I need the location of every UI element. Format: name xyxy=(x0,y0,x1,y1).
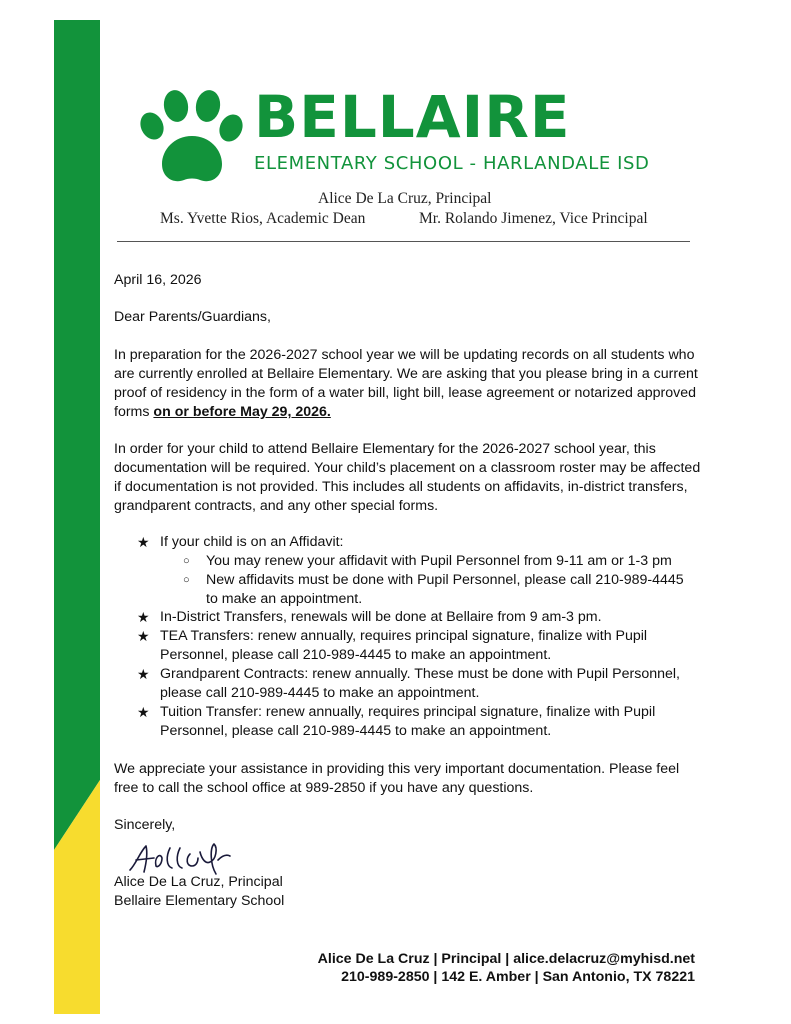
deadline-text: on or before May 29, 2026. xyxy=(153,404,331,420)
sub-bullet-text: New affidavits must be done with Pupil Personnel, please call 210-989-4445 to make an appointment. xyxy=(206,572,684,607)
principal-line: Alice De La Cruz, Principal xyxy=(318,190,492,207)
side-stripe xyxy=(54,20,100,1014)
footer-contact-line: Alice De La Cruz | Principal | alice.delacruz@myhisd.net xyxy=(317,951,695,967)
academic-dean-line: Ms. Yvette Rios, Academic Dean xyxy=(160,210,366,227)
bullet-text: In-District Transfers, renewals will be done at Bellaire from 9 am-3 pm. xyxy=(160,609,602,625)
bullet-text: TEA Transfers: renew annually, requires principal signature, finalize with Pupil Personnel, please call 210-989-4445 to make an appointment. xyxy=(160,628,648,663)
salutation: Dear Parents/Guardians, xyxy=(114,309,271,325)
header-divider xyxy=(117,241,690,242)
signer-school: Bellaire Elementary School xyxy=(114,893,285,909)
bullet-text: Grandparent Contracts: renew annually. These must be done with Pupil Personnel, please call 210-989-4445 to make an appointment. xyxy=(160,666,680,701)
bullet-text: Tuition Transfer: renew annually, requires principal signature, finalize with Pupil Personnel, please call 210-989-4445 to make an appointment. xyxy=(160,704,656,739)
star-bullet-icon: ★ xyxy=(137,704,150,720)
sub-bullet-text: You may renew your affidavit with Pupil Personnel from 9-11 am or 1-3 pm xyxy=(206,553,672,569)
circle-bullet-icon: ○ xyxy=(183,574,190,586)
star-bullet-icon: ★ xyxy=(137,666,150,682)
closing-paragraph: We appreciate your assistance in providing this very important documentation. Please feel free to call the school office at 989-2850 if you have any questions. xyxy=(114,761,680,796)
circle-bullet-icon: ○ xyxy=(183,555,190,567)
paragraph-residency xyxy=(114,346,704,422)
bullet-text: If your child is on an Affidavit: xyxy=(160,534,344,550)
footer-address-line: 210-989-2850 | 142 E. Amber | San Antonio, TX 78221 xyxy=(341,969,695,985)
school-subtitle: ELEMENTARY SCHOOL - HARLANDALE ISD xyxy=(254,153,650,174)
star-bullet-icon: ★ xyxy=(137,609,150,625)
letter-date: April 16, 2026 xyxy=(114,272,202,288)
paragraph-requirements: In order for your child to attend Bellaire Elementary for the 2026-2027 school year, this documentation will be required. Your child’s placement on a classroom roster may be affected if documentation is not provided. This includes all students on affidavits, in-district transfers, grandparent contracts, and any other special forms. xyxy=(114,441,701,514)
vice-principal-line: Mr. Rolando Jimenez, Vice Principal xyxy=(419,210,648,227)
star-bullet-icon: ★ xyxy=(137,534,150,550)
school-name: BELLAIRE xyxy=(254,83,571,151)
paw-logo-icon xyxy=(138,88,248,188)
paragraph-residency-text: In preparation for the 2026-2027 school year we will be updating records on all students who are currently enrolled at Bellaire Elementary. We are asking that you please bring in a current proof of residency in the form of a water bill, light bill, lease agreement or notarized approved forms xyxy=(114,347,698,420)
star-bullet-icon: ★ xyxy=(137,628,150,644)
closing: Sincerely, xyxy=(114,817,176,833)
signer-name: Alice De La Cruz, Principal xyxy=(114,874,283,890)
